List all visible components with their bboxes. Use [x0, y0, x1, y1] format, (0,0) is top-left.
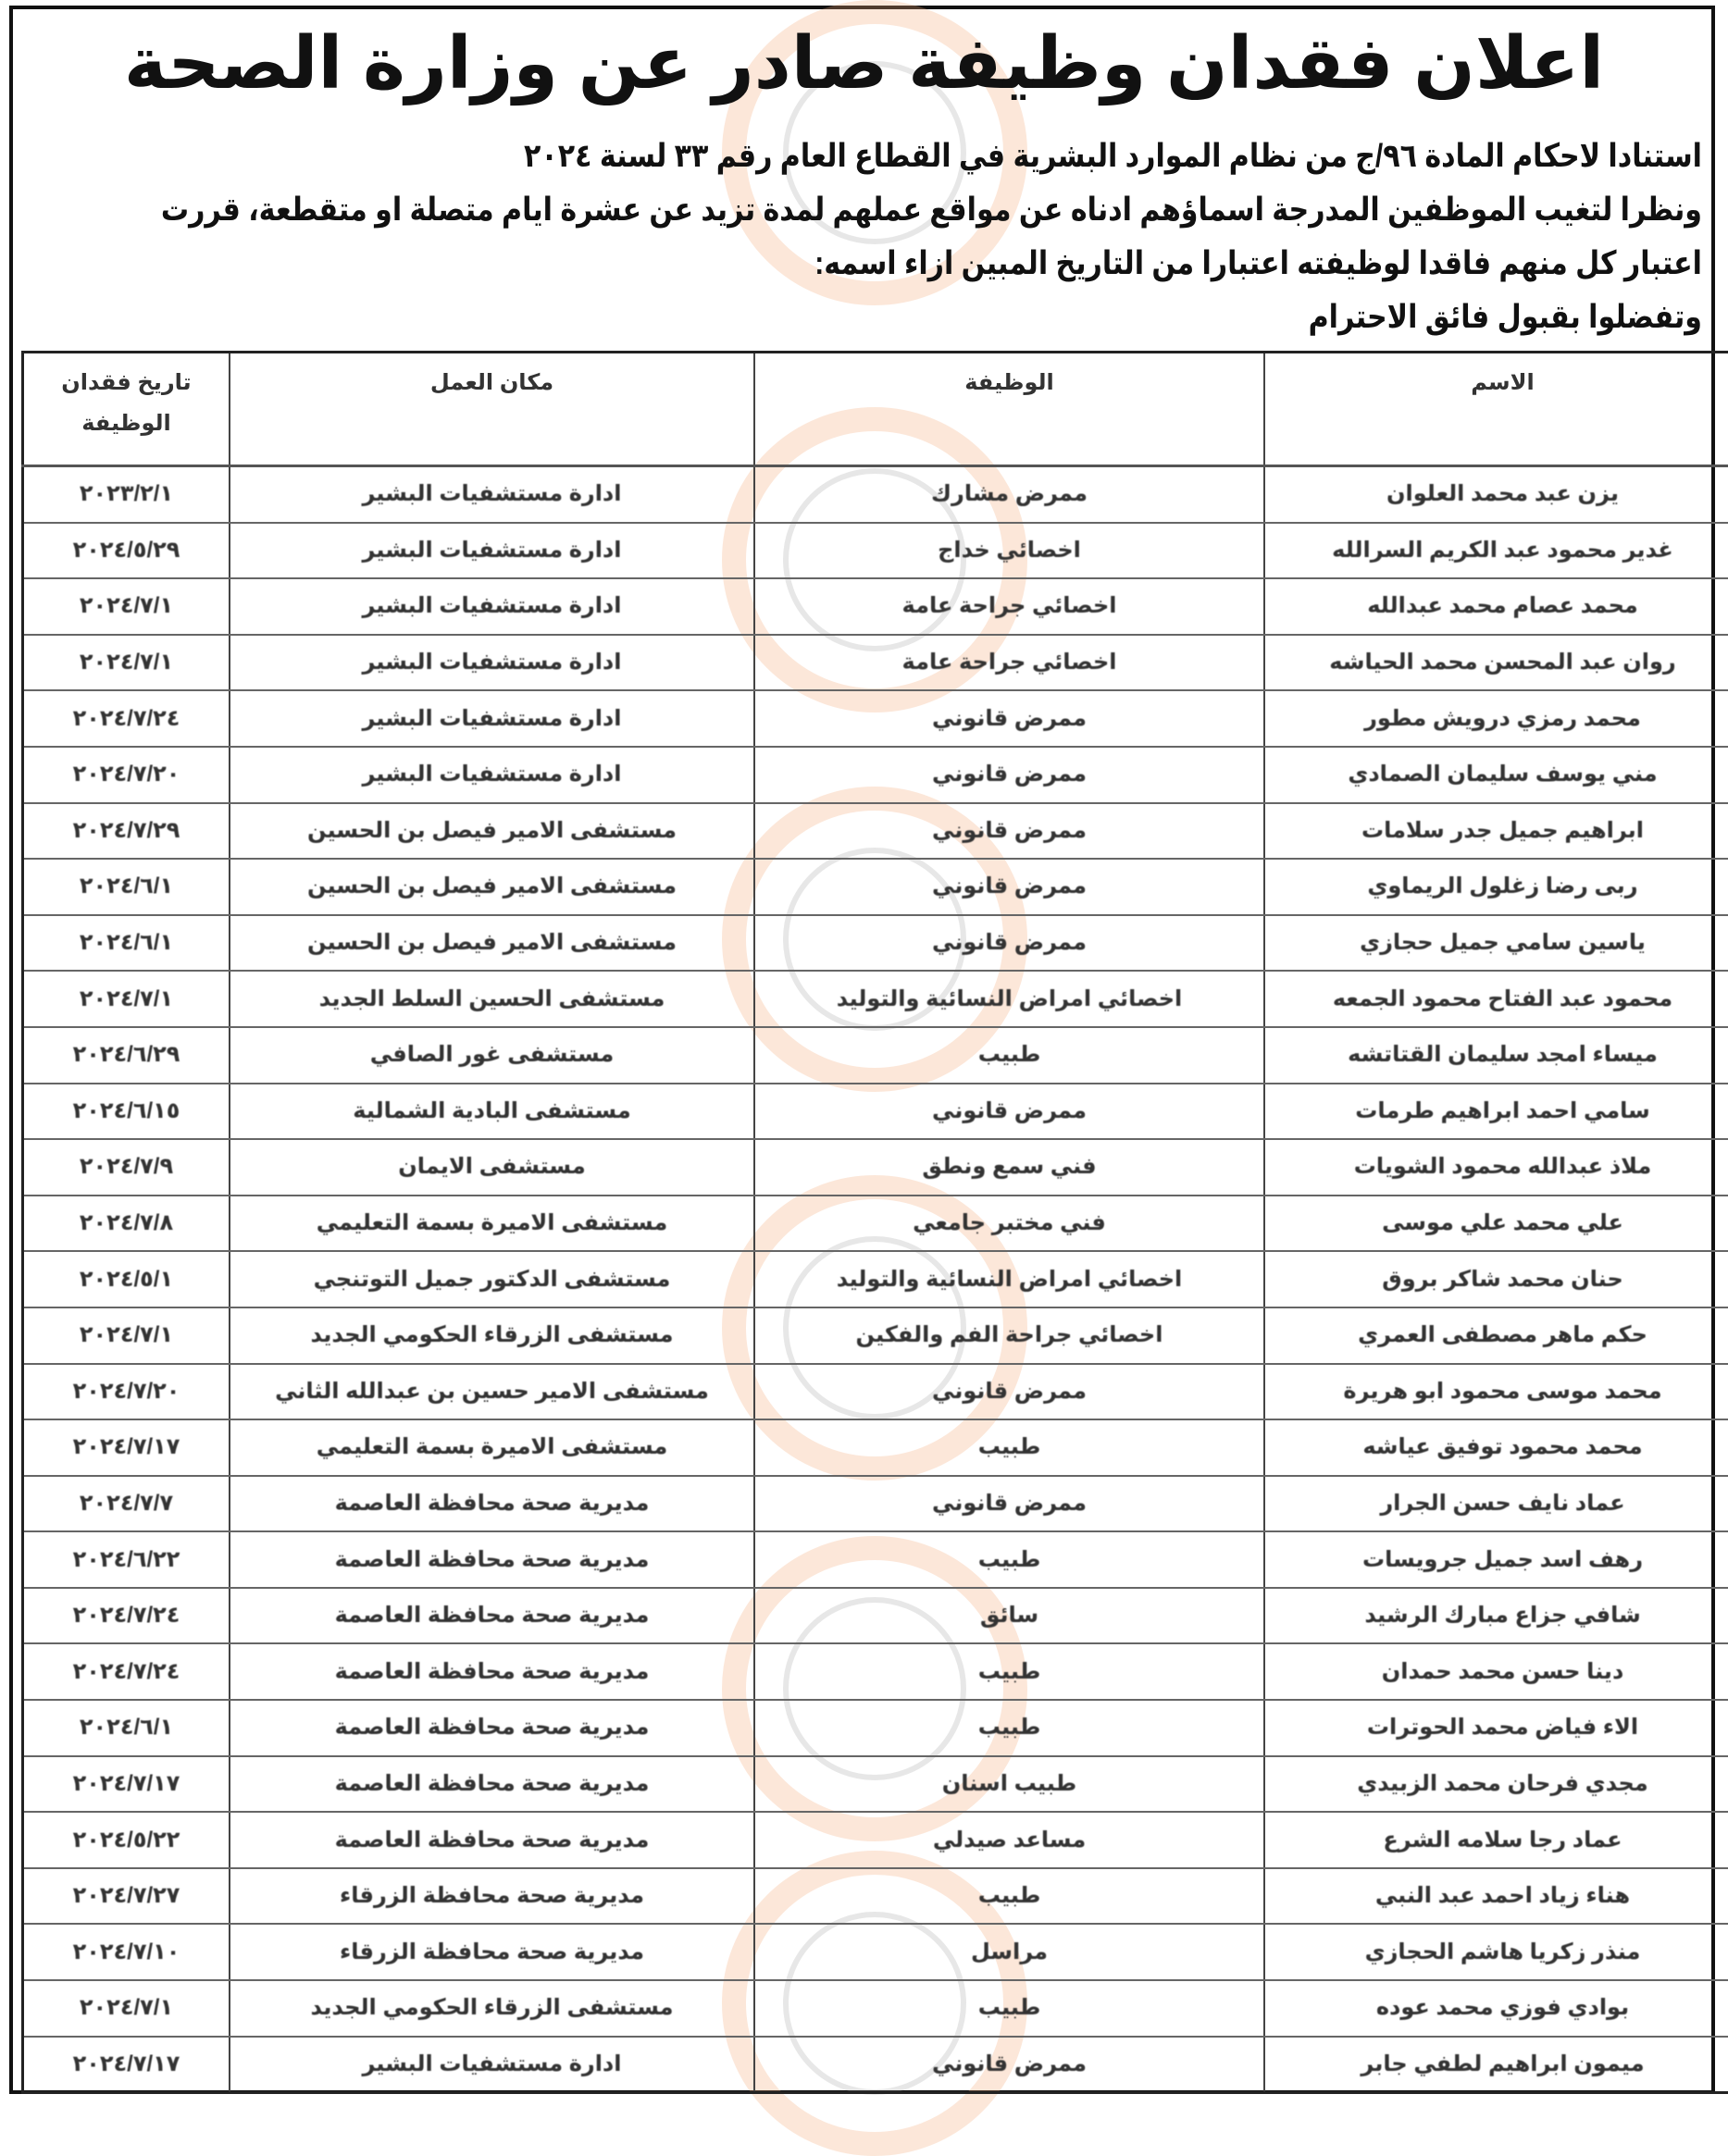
cell-name: محمد محمود توفيق عياشه [1264, 1419, 1728, 1476]
table-row [23, 1588, 1728, 1644]
cell-date: ٢٠٢٣/٢/١ [23, 466, 230, 523]
cell-date: ٢٠٢٤/٥/٢٢ [23, 1812, 230, 1868]
cell-job: ممرض قانوني [754, 803, 1264, 860]
cell-job: طبيب [754, 1980, 1264, 2037]
cell-date: ٢٠٢٤/٧/١٧ [23, 2037, 230, 2093]
cell-date: ٢٠٢٤/٥/٢٩ [23, 523, 230, 579]
cell-job: ممرض قانوني [754, 1364, 1264, 1420]
cell-name: الاء فياض محمد الحوترات [1264, 1700, 1728, 1756]
table-row [23, 1924, 1728, 1980]
cell-job: ممرض قانوني [754, 747, 1264, 803]
cell-job: ممرض قانوني [754, 859, 1264, 915]
table-row [23, 523, 1728, 579]
cell-job: اخصائي امراض النسائية والتوليد [754, 971, 1264, 1027]
employees-table [21, 351, 1728, 2094]
cell-job: ممرض قانوني [754, 690, 1264, 747]
table-row [23, 1307, 1728, 1364]
cell-name: محمد رمزي درويش مطور [1264, 690, 1728, 747]
paragraph-line: ونظرا لتغيب الموظفين المدرجة اسماؤهم ادناه عن مواقع عملهم لمدة تزيد عن عشرة ايام متصلة او متقطعة، قررت [257, 183, 1702, 237]
table-row [23, 1364, 1728, 1420]
cell-job: اخصائي جراحة عامة [754, 635, 1264, 691]
cell-job: ممرض قانوني [754, 915, 1264, 972]
cell-place: مديرية صحة محافظة العاصمة [230, 1531, 754, 1588]
table-row [23, 859, 1728, 915]
cell-place: مستشفى غور الصافي [230, 1027, 754, 1084]
cell-date: ٢٠٢٤/٧/٧ [23, 1476, 230, 1532]
cell-name: ابراهيم جميل جدر سلامات [1264, 803, 1728, 860]
cell-date: ٢٠٢٤/٧/٢٠ [23, 747, 230, 803]
cell-place: ادارة مستشفيات البشير [230, 466, 754, 523]
cell-name: محمود عبد الفتاح محمود الجمعه [1264, 971, 1728, 1027]
cell-place: ادارة مستشفيات البشير [230, 635, 754, 691]
cell-name: شافي جزاع مبارك الرشيد [1264, 1588, 1728, 1644]
cell-place: مستشفى الامير فيصل بن الحسين [230, 859, 754, 915]
cell-name: محمد موسى محمود ابو هريرة [1264, 1364, 1728, 1420]
cell-name: غدير محمود عبد الكريم السرالله [1264, 523, 1728, 579]
cell-date: ٢٠٢٤/٦/٢٢ [23, 1531, 230, 1588]
cell-place: مديرية صحة محافظة العاصمة [230, 1812, 754, 1868]
cell-place: ادارة مستشفيات البشير [230, 747, 754, 803]
cell-place: مستشفى الامير حسين بن عبدالله الثاني [230, 1364, 754, 1420]
header-place: مكان العمل [230, 353, 754, 466]
table-row [23, 1476, 1728, 1532]
cell-job: مراسل [754, 1924, 1264, 1980]
table-row [23, 690, 1728, 747]
header-job: الوظيفة [754, 353, 1264, 466]
cell-name: منذر زكريا هاشم الحجازي [1264, 1924, 1728, 1980]
cell-name: حكم ماهر مصطفى العمري [1264, 1307, 1728, 1364]
cell-date: ٢٠٢٤/٧/٢٧ [23, 1868, 230, 1925]
table-row [23, 803, 1728, 860]
cell-place: مديرية صحة محافظة العاصمة [230, 1588, 754, 1644]
table-header-row [23, 353, 1728, 466]
cell-job: اخصائي امراض النسائية والتوليد [754, 1251, 1264, 1307]
cell-place: مستشفى الايمان [230, 1139, 754, 1196]
cell-place: مديرية صحة محافظة العاصمة [230, 1700, 754, 1756]
table-row [23, 971, 1728, 1027]
cell-date: ٢٠٢٤/٦/١ [23, 1700, 230, 1756]
table-row [23, 2037, 1728, 2093]
table-row [23, 1196, 1728, 1252]
cell-date: ٢٠٢٤/٧/٢٤ [23, 1588, 230, 1644]
header-name: الاسم [1264, 353, 1728, 466]
cell-date: ٢٠٢٤/٧/١ [23, 635, 230, 691]
cell-name: رهف اسد جميل جرويسات [1264, 1531, 1728, 1588]
cell-place: مستشفى الزرقاء الحكومي الجديد [230, 1307, 754, 1364]
cell-job: ممرض قانوني [754, 2037, 1264, 2093]
cell-date: ٢٠٢٤/٦/١٥ [23, 1084, 230, 1140]
cell-job: ممرض قانوني [754, 1084, 1264, 1140]
cell-date: ٢٠٢٤/٧/١ [23, 1307, 230, 1364]
cell-name: يزن عبد محمد العلوان [1264, 466, 1728, 523]
table-row [23, 466, 1728, 523]
paragraph-line: وتفضلوا بقبول فائق الاحترام [257, 291, 1702, 344]
paragraph-line: استنادا لاحكام المادة ٩٦/ج من نظام الموارد البشرية في القطاع العام رقم ٣٣ لسنة ٢٠٢٤ [257, 130, 1702, 183]
cell-place: مديرية صحة محافظة العاصمة [230, 1476, 754, 1532]
cell-name: هناء زياد احمد عبد النبي [1264, 1868, 1728, 1925]
cell-place: مستشفى الامير فيصل بن الحسين [230, 915, 754, 972]
cell-job: طبيب اسنان [754, 1756, 1264, 1813]
announcement-paragraph [22, 130, 1702, 344]
table-row [23, 1756, 1728, 1813]
cell-place: ادارة مستشفيات البشير [230, 2037, 754, 2093]
cell-job: مساعد صيدلي [754, 1812, 1264, 1868]
cell-place: مديرية صحة محافظة العاصمة [230, 1643, 754, 1700]
table-row [23, 915, 1728, 972]
cell-job: طبيب [754, 1868, 1264, 1925]
cell-date: ٢٠٢٤/٧/٨ [23, 1196, 230, 1252]
cell-date: ٢٠٢٤/٧/١٧ [23, 1756, 230, 1813]
table-row [23, 1812, 1728, 1868]
cell-job: طبيب [754, 1027, 1264, 1084]
paragraph-line: اعتبار كل منهم فاقدا لوظيفته اعتبارا من التاريخ المبين ازاء اسمه: [257, 237, 1702, 291]
cell-place: مستشفى الاميرة بسمة التعليمي [230, 1196, 754, 1252]
cell-place: ادارة مستشفيات البشير [230, 690, 754, 747]
cell-date: ٢٠٢٤/٦/٢٩ [23, 1027, 230, 1084]
cell-name: روان عبد المحسن محمد الحياشه [1264, 635, 1728, 691]
cell-date: ٢٠٢٤/٧/٢٩ [23, 803, 230, 860]
table-row [23, 1251, 1728, 1307]
cell-name: حنان محمد شاكر بروق [1264, 1251, 1728, 1307]
cell-place: مستشفى الاميرة بسمة التعليمي [230, 1419, 754, 1476]
cell-name: مني يوسف سليمان الصمادي [1264, 747, 1728, 803]
cell-job: فني مختبر جامعي [754, 1196, 1264, 1252]
cell-job: طبيب [754, 1700, 1264, 1756]
cell-date: ٢٠٢٤/٧/٩ [23, 1139, 230, 1196]
cell-name: ربى رضا زغلول الريماوي [1264, 859, 1728, 915]
cell-place: مستشفى الامير فيصل بن الحسين [230, 803, 754, 860]
cell-place: ادارة مستشفيات البشير [230, 578, 754, 635]
cell-name: محمد عصام محمد عبدالله [1264, 578, 1728, 635]
table-row [23, 1419, 1728, 1476]
cell-place: مستشفى البادية الشمالية [230, 1084, 754, 1140]
cell-job: فني سمع ونطق [754, 1139, 1264, 1196]
cell-date: ٢٠٢٤/٧/١ [23, 971, 230, 1027]
cell-date: ٢٠٢٤/٦/١ [23, 915, 230, 972]
cell-name: سامي احمد ابراهيم طرمات [1264, 1084, 1728, 1140]
cell-place: مستشفى الزرقاء الحكومي الجديد [230, 1980, 754, 2037]
cell-name: دينا حسن محمد حمدان [1264, 1643, 1728, 1700]
table-row [23, 635, 1728, 691]
cell-job: سائق [754, 1588, 1264, 1644]
cell-date: ٢٠٢٤/٧/٢٤ [23, 1643, 230, 1700]
cell-date: ٢٠٢٤/٦/١ [23, 859, 230, 915]
table-row [23, 1700, 1728, 1756]
table-row [23, 1531, 1728, 1588]
page-title: اعلان فقدان وظيفة صادر عن وزارة الصحة [0, 17, 1728, 109]
cell-place: مديرية صحة محافظة الزرقاء [230, 1868, 754, 1925]
cell-name: عماد نايف حسن الجرار [1264, 1476, 1728, 1532]
table-row [23, 578, 1728, 635]
cell-job: طبيب [754, 1419, 1264, 1476]
cell-name: ميمون ابراهيم لطفي جابر [1264, 2037, 1728, 2093]
cell-job: اخصائي جراحة عامة [754, 578, 1264, 635]
table-row [23, 1868, 1728, 1925]
cell-date: ٢٠٢٤/٥/١ [23, 1251, 230, 1307]
cell-place: مستشفى الحسين السلط الجديد [230, 971, 754, 1027]
cell-name: مجدي فرحان محمد الزبيدي [1264, 1756, 1728, 1813]
cell-name: عماد رجا سلامه الشرع [1264, 1812, 1728, 1868]
table-row [23, 1980, 1728, 2037]
cell-place: مديرية صحة محافظة الزرقاء [230, 1924, 754, 1980]
cell-place: ادارة مستشفيات البشير [230, 523, 754, 579]
cell-job: اخصائي خداج [754, 523, 1264, 579]
cell-job: اخصائي جراحة الفم والفكين [754, 1307, 1264, 1364]
table-row [23, 1139, 1728, 1196]
cell-date: ٢٠٢٤/٧/٢٠ [23, 1364, 230, 1420]
cell-place: مستشفى الدكتور جميل التوتنجي [230, 1251, 754, 1307]
cell-date: ٢٠٢٤/٧/١ [23, 1980, 230, 2037]
header-date: تاريخ فقدان الوظيفة [23, 353, 230, 466]
cell-name: ياسين سامي جميل حجازي [1264, 915, 1728, 972]
cell-date: ٢٠٢٤/٧/١ [23, 578, 230, 635]
cell-name: بوادي فوزي محمد عوده [1264, 1980, 1728, 2037]
cell-date: ٢٠٢٤/٧/١٠ [23, 1924, 230, 1980]
cell-name: ميساء امجد سليمان القتاتشه [1264, 1027, 1728, 1084]
table-row [23, 1027, 1728, 1084]
cell-job: طبيب [754, 1531, 1264, 1588]
table-row [23, 1643, 1728, 1700]
cell-job: ممرض قانوني [754, 1476, 1264, 1532]
cell-job: ممرض مشارك [754, 466, 1264, 523]
cell-name: علي محمد علي موسى [1264, 1196, 1728, 1252]
table-row [23, 1084, 1728, 1140]
cell-place: مديرية صحة محافظة العاصمة [230, 1756, 754, 1813]
cell-name: ملاذ عبدالله محمود الشويات [1264, 1139, 1728, 1196]
cell-date: ٢٠٢٤/٧/٢٤ [23, 690, 230, 747]
cell-date: ٢٠٢٤/٧/١٧ [23, 1419, 230, 1476]
table-row [23, 747, 1728, 803]
cell-job: طبيب [754, 1643, 1264, 1700]
